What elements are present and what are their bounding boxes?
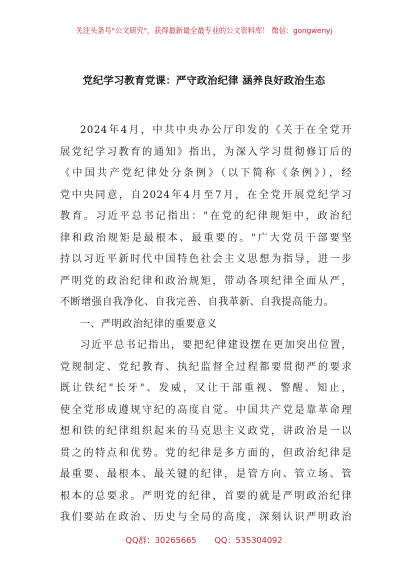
paragraph-line: 使全党形成遵规守纪的高度自觉。中国共产党是靠革命理: [60, 404, 352, 416]
promo-banner: 关注头条号"公文研究"，获得最新最全最专业的公文资料库！ 微信：gongwenyj: [75, 26, 333, 35]
paragraph-line: 律和政治规矩是最根本、最重要的。"广大党员干部要坚: [60, 232, 352, 244]
paragraph-line: 最重要、最根本、最关键的纪律，是管方向、管立场、管: [60, 469, 352, 480]
paragraph-line: 2024年4月，中共中央办公厅印发的《关于在全党开: [80, 125, 352, 136]
paragraph-line: 我们要站在政治、历史与全局的高度，深刻认识严明政治: [60, 512, 352, 523]
paragraph-line: 习近平总书记指出，要把纪律建设摆在更加突出位置，: [80, 340, 352, 351]
paragraph-line: 贯之的特点和优势。党的纪律是多方面的，但政治纪律是: [60, 447, 352, 459]
paragraph-line: 既让铁纪"长牙"、发威，又让干部重视、警醒、知止，: [60, 383, 352, 394]
paragraph-line: 想和铁的纪律组织起来的马克思主义政党，讲政治是一以: [60, 426, 352, 437]
paragraph-line: 根本的总要求。严明党的纪律，首要的就是严明政治纪律: [60, 490, 352, 502]
section-heading: 一、严明政治纪律的重要意义: [80, 318, 218, 330]
paragraph-line: 严明党的政治纪律和政治规矩，带动各项纪律全面从严，: [60, 275, 352, 287]
paragraph-line: 教育。习近平总书记指出："在党的纪律规矩中，政治纪: [60, 211, 352, 222]
paragraph-line: 党中央同意，自2024年4月至7月，在全党开展党纪学习: [60, 189, 352, 201]
paragraph-line: 《中国共产党纪律处分条例》（以下简称《条例》），经: [60, 168, 352, 179]
paragraph-line: 不断增强自我净化、自我完善、自我革新、自我提高能力。: [60, 297, 335, 308]
document-body: [60, 120, 352, 529]
paragraph-line: 持以习近平新时代中国特色社会主义思想为指导，进一步: [60, 254, 352, 265]
paragraph-line: 展党纪学习教育的通知》指出，为深入学习贯彻修订后的: [60, 146, 352, 158]
paragraph-line: 党规制定、党纪教育、执纪监督全过程都要贯彻严的要求: [60, 361, 352, 373]
contact-footer: [0, 535, 408, 546]
qq-number: QQ：535304092: [214, 535, 283, 545]
document-title: 党纪学习教育党课：严守政治纪律 涵养良好政治生态: [82, 75, 326, 87]
qq-group-number: QQ群：30265665: [125, 535, 197, 545]
